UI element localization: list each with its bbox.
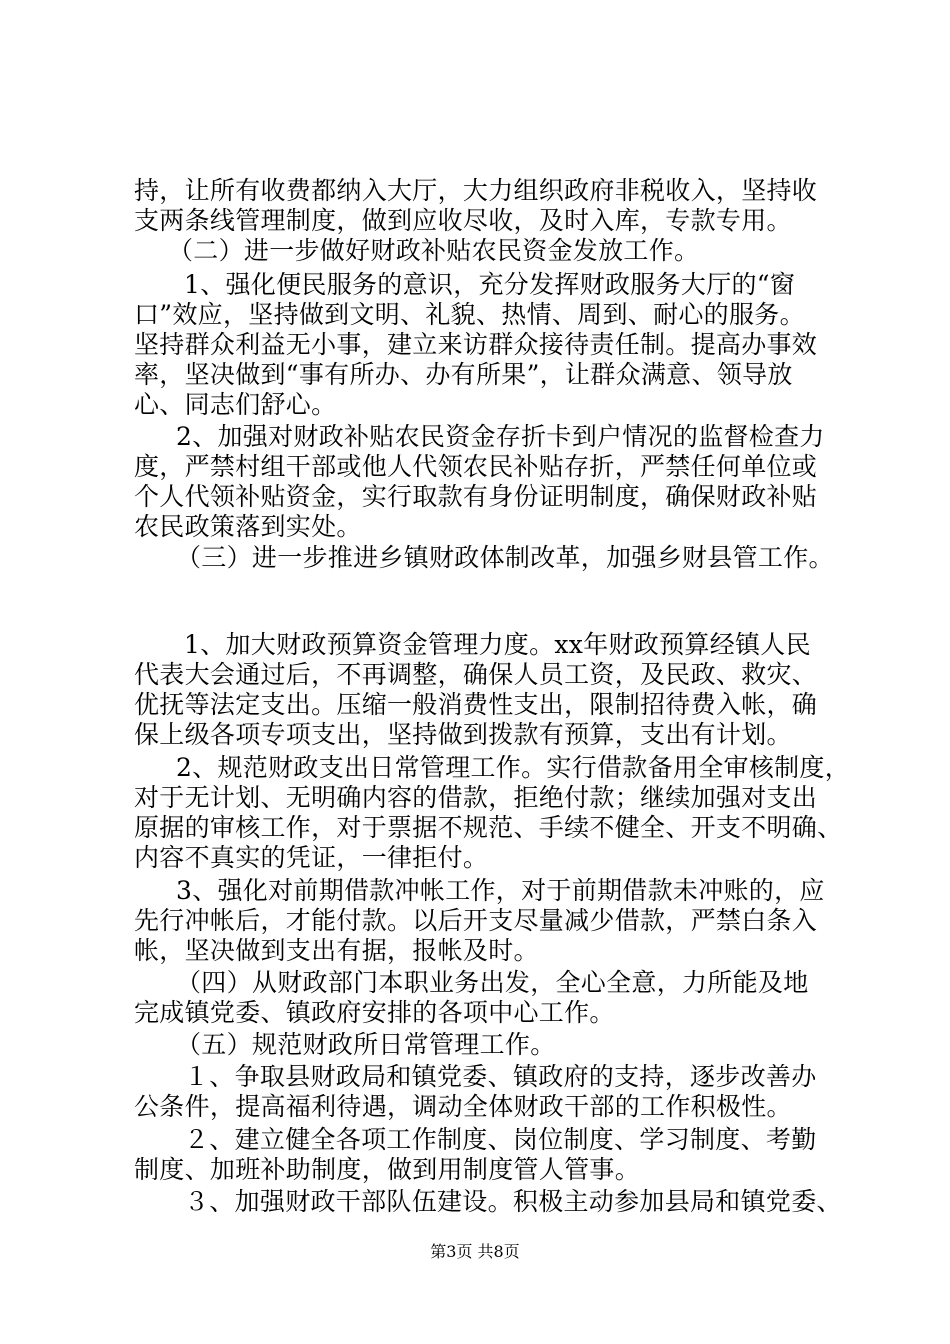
text-line: 持，让所有收费都纳入大厅，大力组织政府非税收入，坚持收 xyxy=(134,176,818,205)
text-line: 保上级各项专项支出，坚持做到拨款有预算，支出有计划。 xyxy=(134,720,792,749)
text-line: 农民政策落到实处。 xyxy=(134,512,362,541)
page-number: 第3页 共8页 xyxy=(430,1242,520,1261)
text-line: 度，严禁村组干部或他人代领农民补贴存折，严禁任何单位或 xyxy=(134,452,818,481)
text-line: 优抚等法定支出。压缩一般消费性支出，限制招待费入帐，确 xyxy=(134,690,818,719)
text-line: ２、建立健全各项工作制度、岗位制度、学习制度、考勤 xyxy=(184,1125,817,1154)
text-line: 原据的审核工作，对于票据不规范、手续不健全、开支不明确、 xyxy=(134,813,843,842)
text-line: 1、强化便民服务的意识，充分发挥财政服务大厅的“窗 xyxy=(184,270,796,299)
text-line: 2、规范财政支出日常管理工作。实行借款备用全审核制度， xyxy=(176,753,851,782)
text-line: １、争取县财政局和镇党委、镇政府的支持，逐步改善办 xyxy=(184,1062,817,1091)
text-line: 3、强化对前期借款冲帐工作，对于前期借款未冲账的，应 xyxy=(176,876,825,905)
section-heading: （五）规范财政所日常管理工作。 xyxy=(176,1030,556,1059)
text-line: 对于无计划、无明确内容的借款，拒绝付款；继续加强对支出 xyxy=(134,783,818,812)
section-heading: （二）进一步做好财政补贴农民资金发放工作。 xyxy=(168,236,700,265)
text-line: 2、加强对财政补贴农民资金存折卡到户情况的监督检查力 xyxy=(176,422,825,451)
section-heading: （四）从财政部门本职业务出发，全心全意，力所能及地 xyxy=(176,968,809,997)
text-line: 坚持群众利益无小事，建立来访群众接待责任制。提高办事效 xyxy=(134,330,818,359)
text-line: 支两条线管理制度，做到应收尽收，及时入库，专款专用。 xyxy=(134,206,792,235)
text-line: 帐，坚决做到支出有据，报帐及时。 xyxy=(134,936,539,965)
section-heading: （三）进一步推进乡镇财政体制改革，加强乡财县管工作。 xyxy=(176,543,834,572)
text-line: 内容不真实的凭证，一律拒付。 xyxy=(134,843,489,872)
text-line: 完成镇党委、镇政府安排的各项中心工作。 xyxy=(134,998,615,1027)
text-line: 先行冲帐后，才能付款。以后开支尽量减少借款，严禁白条入 xyxy=(134,906,818,935)
text-line: 率，坚决做到“事有所办、办有所果”，让群众满意、领导放 xyxy=(134,360,793,389)
text-line: 个人代领补贴资金，实行取款有身份证明制度，确保财政补贴 xyxy=(134,482,818,511)
text-line: 代表大会通过后，不再调整，确保人员工资，及民政、救灾、 xyxy=(134,660,818,689)
text-line: 1、加大财政预算资金管理力度。xx年财政预算经镇人民 xyxy=(184,630,811,659)
text-line: 制度、加班补助制度，做到用制度管人管事。 xyxy=(134,1155,641,1184)
text-line: 心、同志们舒心。 xyxy=(134,390,337,419)
text-line: 口”效应，坚持做到文明、礼貌、热情、周到、耐心的服务。 xyxy=(134,300,805,329)
text-line: 公条件，提高福利待遇，调动全体财政干部的工作积极性。 xyxy=(134,1092,792,1121)
text-line: ３、加强财政干部队伍建设。积极主动参加县局和镇党委、 xyxy=(184,1187,842,1216)
